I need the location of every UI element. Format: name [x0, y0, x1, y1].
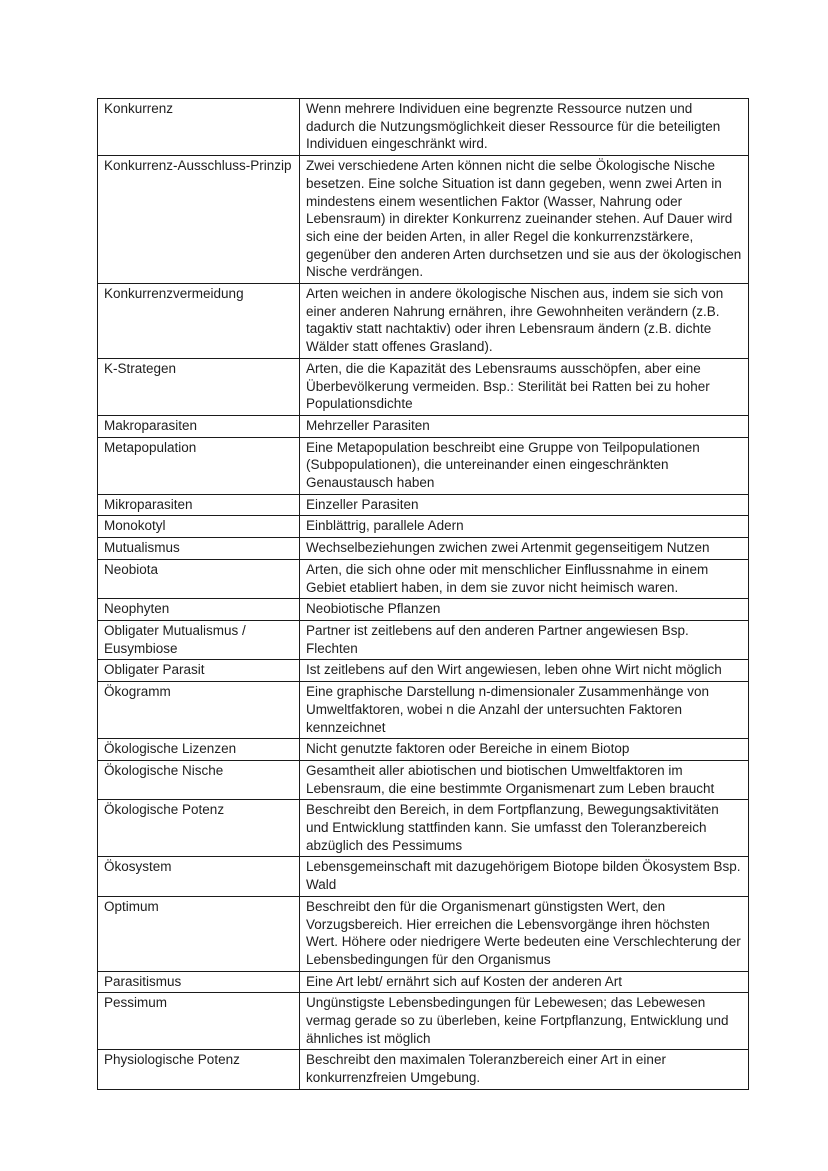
definition-cell: Mehrzeller Parasiten [300, 415, 749, 437]
table-row [98, 437, 749, 494]
term-cell: Mutualismus [98, 538, 300, 560]
table-row [98, 896, 749, 971]
term-cell: Ökologische Lizenzen [98, 739, 300, 761]
definition-cell: Partner ist zeitlebens auf den anderen Partner angewiesen Bsp. Flechten [300, 620, 749, 659]
definition-cell: Beschreibt den Bereich, in dem Fortpflanzung, Bewegungsaktivitäten und Entwicklung stattfinden kann. Sie umfasst den Toleranzbereich abzüglich des Pessimums [300, 800, 749, 857]
term-cell: Optimum [98, 896, 300, 971]
term-cell: Konkurrenz [98, 99, 300, 156]
definition-cell: Ungünstigste Lebensbedingungen für Lebewesen; das Lebewesen vermag gerade so zu überleben, keine Fortpflanzung, Entwicklung und ähnliches ist möglich [300, 993, 749, 1050]
term-cell: Parasitismus [98, 971, 300, 993]
term-cell: Mikroparasiten [98, 494, 300, 516]
table-row [98, 1050, 749, 1089]
table-row [98, 682, 749, 739]
definition-cell: Arten weichen in andere ökologische Nischen aus, indem sie sich von einer anderen Nahrung ernähren, ihre Gewohnheiten verändern (z.B. tagaktiv statt nachtaktiv) oder ihren Lebensraum ändern (z.B. dichte Wälder statt offenes Grasland). [300, 284, 749, 359]
table-row [98, 559, 749, 598]
term-cell: Ökosystem [98, 857, 300, 896]
definition-cell: Beschreibt den maximalen Toleranzbereich einer Art in einer konkurrenzfreien Umgebung. [300, 1050, 749, 1089]
definition-cell: Lebensgemeinschaft mit dazugehörigem Biotope bilden Ökosystem Bsp. Wald [300, 857, 749, 896]
term-cell: Ökologische Potenz [98, 800, 300, 857]
table-row [98, 660, 749, 682]
definition-cell: Gesamtheit aller abiotischen und biotischen Umweltfaktoren im Lebensraum, die eine bestimmte Organismenart zum Leben braucht [300, 760, 749, 799]
definition-cell: Einzeller Parasiten [300, 494, 749, 516]
definition-cell: Wechselbeziehungen zwichen zwei Artenmit gegenseitigem Nutzen [300, 538, 749, 560]
glossary-table [97, 98, 749, 1090]
table-row [98, 156, 749, 284]
term-cell: Ökologische Nische [98, 760, 300, 799]
table-row [98, 415, 749, 437]
term-cell: Neobiota [98, 559, 300, 598]
table-row [98, 620, 749, 659]
term-cell: Obligater Parasit [98, 660, 300, 682]
glossary-table-body [98, 99, 749, 1090]
term-cell: Pessimum [98, 993, 300, 1050]
table-row [98, 739, 749, 761]
definition-cell: Arten, die die Kapazität des Lebensraums ausschöpfen, aber eine Überbevölkerung vermeiden. Bsp.: Sterilität bei Ratten bei zu hoher Populationsdichte [300, 358, 749, 415]
table-row [98, 358, 749, 415]
table-row [98, 857, 749, 896]
term-cell: Konkurrenzvermeidung [98, 284, 300, 359]
term-cell: Makroparasiten [98, 415, 300, 437]
definition-cell: Ist zeitlebens auf den Wirt angewiesen, leben ohne Wirt nicht möglich [300, 660, 749, 682]
table-row [98, 494, 749, 516]
table-row [98, 99, 749, 156]
term-cell: Obligater Mutualismus / Eusymbiose [98, 620, 300, 659]
definition-cell: Neobiotische Pflanzen [300, 599, 749, 621]
table-row [98, 800, 749, 857]
definition-cell: Wenn mehrere Individuen eine begrenzte Ressource nutzen und dadurch die Nutzungsmöglichkeit dieser Ressource für die beteiligten Individuen eingeschränkt wird. [300, 99, 749, 156]
definition-cell: Arten, die sich ohne oder mit menschlicher Einflussnahme in einem Gebiet etabliert haben, in dem sie zuvor nicht heimisch waren. [300, 559, 749, 598]
definition-cell: Eine graphische Darstellung n-dimensionaler Zusammenhänge von Umweltfaktoren, wobei n die Anzahl der untersuchten Faktoren kennzeichnet [300, 682, 749, 739]
term-cell: Konkurrenz-Ausschluss-Prinzip [98, 156, 300, 284]
table-row [98, 284, 749, 359]
definition-cell: Nicht genutzte faktoren oder Bereiche in einem Biotop [300, 739, 749, 761]
term-cell: Monokotyl [98, 516, 300, 538]
definition-cell: Eine Art lebt/ ernährt sich auf Kosten der anderen Art [300, 971, 749, 993]
table-row [98, 599, 749, 621]
term-cell: Ökogramm [98, 682, 300, 739]
table-row [98, 993, 749, 1050]
term-cell: K-Strategen [98, 358, 300, 415]
definition-cell: Eine Metapopulation beschreibt eine Gruppe von Teilpopulationen (Subpopulationen), die untereinander einen eingeschränkten Genaustausch haben [300, 437, 749, 494]
term-cell: Neophyten [98, 599, 300, 621]
term-cell: Metapopulation [98, 437, 300, 494]
table-row [98, 760, 749, 799]
definition-cell: Beschreibt den für die Organismenart günstigsten Wert, den Vorzugsbereich. Hier erreichen die Lebensvorgänge ihren höchsten Wert. Höhere oder niedrigere Werte bedeuten eine Verschlechterung der Lebensbedingungen für den Organismus [300, 896, 749, 971]
table-row [98, 538, 749, 560]
term-cell: Physiologische Potenz [98, 1050, 300, 1089]
definition-cell: Einblättrig, parallele Adern [300, 516, 749, 538]
table-row [98, 971, 749, 993]
table-row [98, 516, 749, 538]
definition-cell: Zwei verschiedene Arten können nicht die selbe Ökologische Nische besetzen. Eine solche Situation ist dann gegeben, wenn zwei Arten in mindestens einem wesentlichen Faktor (Wasser, Nahrung oder Lebensraum) in direkter Konkurrenz zueinander stehen. Auf Dauer wird sich eine der beiden Arten, in aller Regel die konkurrenzstärkere, gegenüber den anderen Arten durchsetzen und sie aus der ökologischen Nische verdrängen. [300, 156, 749, 284]
